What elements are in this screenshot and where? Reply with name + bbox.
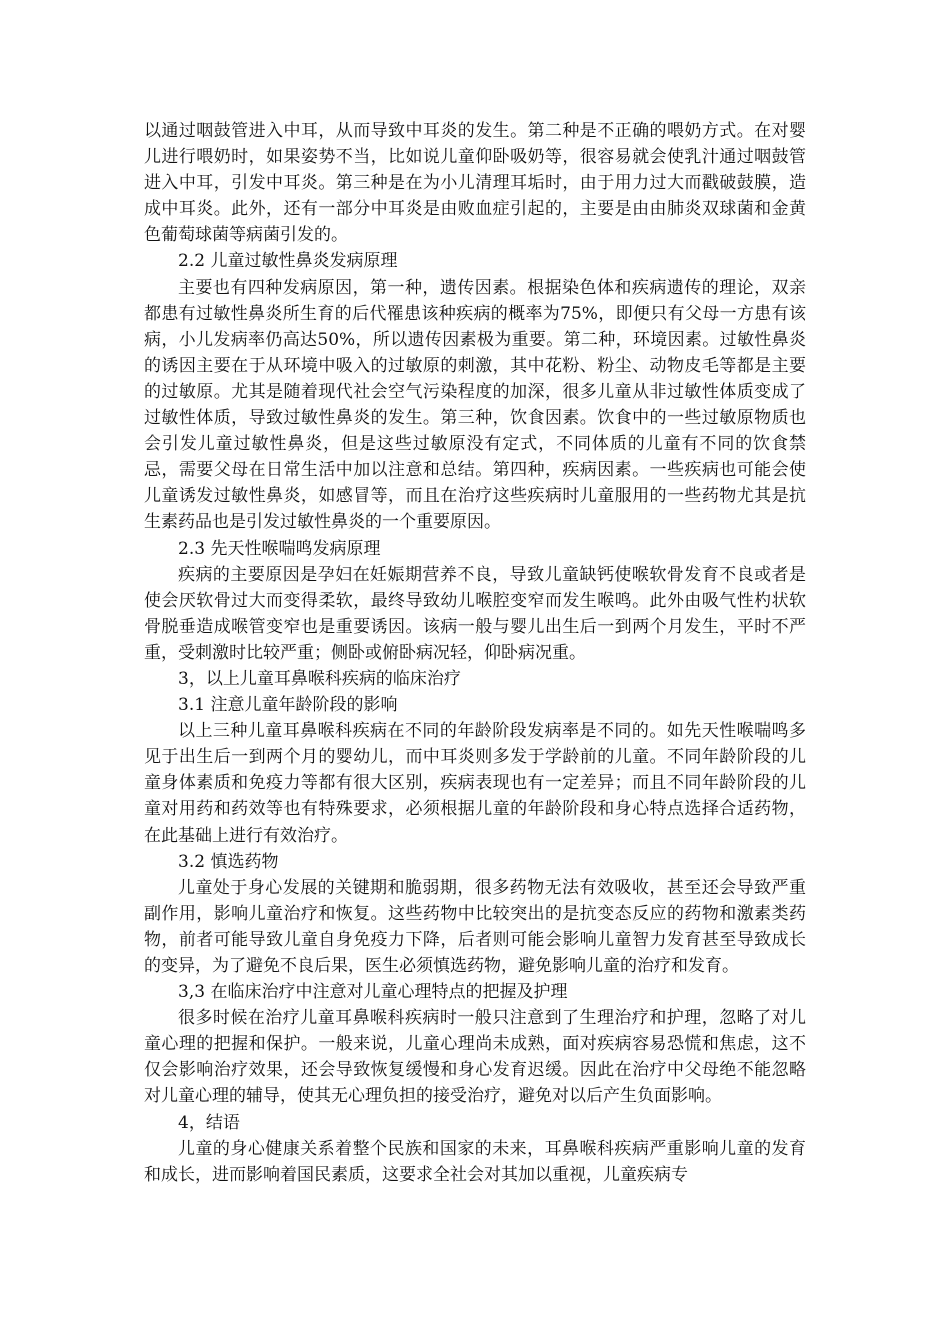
body-paragraph: 疾病的主要原因是孕妇在妊娠期营养不良，导致儿童缺钙使喉软骨发育不良或者是使会厌软骨过大而变得柔软，最终导致幼儿喉腔变窄而发生喉鸣。此外由吸气性杓状软骨脱垂造成喉管变窄也是重要诱因。该病一般与婴儿出生后一到两个月发生，平时不严重，受刺激时比较严重；侧卧或俯卧病况轻，仰卧病况重。 (144, 564, 806, 663)
section-heading-3-1: 3.1 注意儿童年龄阶段的影响 (178, 695, 398, 716)
body-paragraph: 以通过咽鼓管进入中耳，从而导致中耳炎的发生。第二种是不正确的喂奶方式。在对婴儿进行喂奶时，如果姿势不当，比如说儿童仰卧吸奶等，很容易就会使乳汁通过咽鼓管进入中耳，引发中耳炎。第三种是在为小儿清理耳垢时，由于用力过大而戳破鼓膜，造成中耳炎。此外，还有一部分中耳炎是由败血症引起的，主要是由由肺炎双球菌和金黄色葡萄球菌等病菌引发的。 (144, 121, 806, 246)
section-heading-3-2: 3.2 慎选药物 (178, 851, 279, 872)
body-paragraph: 很多时候在治疗儿童耳鼻喉科疾病时一般只注意到了生理治疗和护理，忽略了对儿童心理的把握和保护。一般来说，儿童心理尚未成熟，面对疾病容易恐慌和焦虑，这不仅会影响治疗效果，还会导致恢复缓慢和身心发育迟缓。因此在治疗中父母绝不能忽略对儿童心理的辅导，使其无心理负担的接受治疗，避免对以后产生负面影响。 (144, 1008, 806, 1107)
section-heading-3: 3，以上儿童耳鼻喉科疾病的临床治疗 (178, 668, 461, 689)
document-page (144, 118, 806, 1188)
section-heading-2-3: 2.3 先天性喉喘鸣发病原理 (178, 538, 381, 559)
section-heading-3-3: 3,3 在临床治疗中注意对儿童心理特点的把握及护理 (178, 982, 568, 1003)
body-paragraph: 儿童的身心健康关系着整个民族和国家的未来，耳鼻喉科疾病严重影响儿童的发育和成长，进而影响着国民素质，这要求全社会对其加以重视，儿童疾病专 (144, 1138, 806, 1185)
section-heading-2-2: 2.2 儿童过敏性鼻炎发病原理 (178, 251, 398, 272)
body-paragraph: 以上三种儿童耳鼻喉科疾病在不同的年龄阶段发病率是不同的。如先天性喉喘鸣多见于出生后一到两个月的婴幼儿，而中耳炎则多发于学龄前的儿童。不同年龄阶段的儿童身体素质和免疫力等都有很大区别，疾病表现也有一定差异；而且不同年龄阶段的儿童对用药和药效等也有特殊要求，必须根据儿童的年龄阶段和身心特点选择合适药物，在此基础上进行有效治疗。 (144, 721, 806, 846)
section-heading-4: 4，结语 (178, 1112, 240, 1133)
body-paragraph: 儿童处于身心发展的关键期和脆弱期，很多药物无法有效吸收，甚至还会导致严重副作用，影响儿童治疗和恢复。这些药物中比较突出的是抗变态反应的药物和激素类药物，前者可能导致儿童自身免疫力下降，后者则可能会影响儿童智力发育甚至导致成长的变异，为了避免不良后果，医生必须慎选药物，避免影响儿童的治疗和发育。 (144, 877, 806, 976)
body-paragraph: 主要也有四种发病原因，第一种，遗传因素。根据染色体和疾病遗传的理论，双亲都患有过敏性鼻炎所生育的后代罹患该种疾病的概率为75%，即便只有父母一方患有该病，小儿发病率仍高达50%，所以遗传因素极为重要。第二种，环境因素。过敏性鼻炎的诱因主要在于从环境中吸入的过敏原的刺激，其中花粉、粉尘、动物皮毛等都是主要的过敏原。尤其是随着现代社会空气污染程度的加深，很多儿童从非过敏性体质变成了过敏性体质，导致过敏性鼻炎的发生。第三种，饮食因素。饮食中的一些过敏原物质也会引发儿童过敏性鼻炎，但是这些过敏原没有定式，不同体质的儿童有不同的饮食禁忌，需要父母在日常生活中加以注意和总结。第四种，疾病因素。一些疾病也可能会使儿童诱发过敏性鼻炎，如感冒等，而且在治疗这些疾病时儿童服用的一些药物尤其是抗生素药品也是引发过敏性鼻炎的一个重要原因。 (144, 277, 806, 533)
